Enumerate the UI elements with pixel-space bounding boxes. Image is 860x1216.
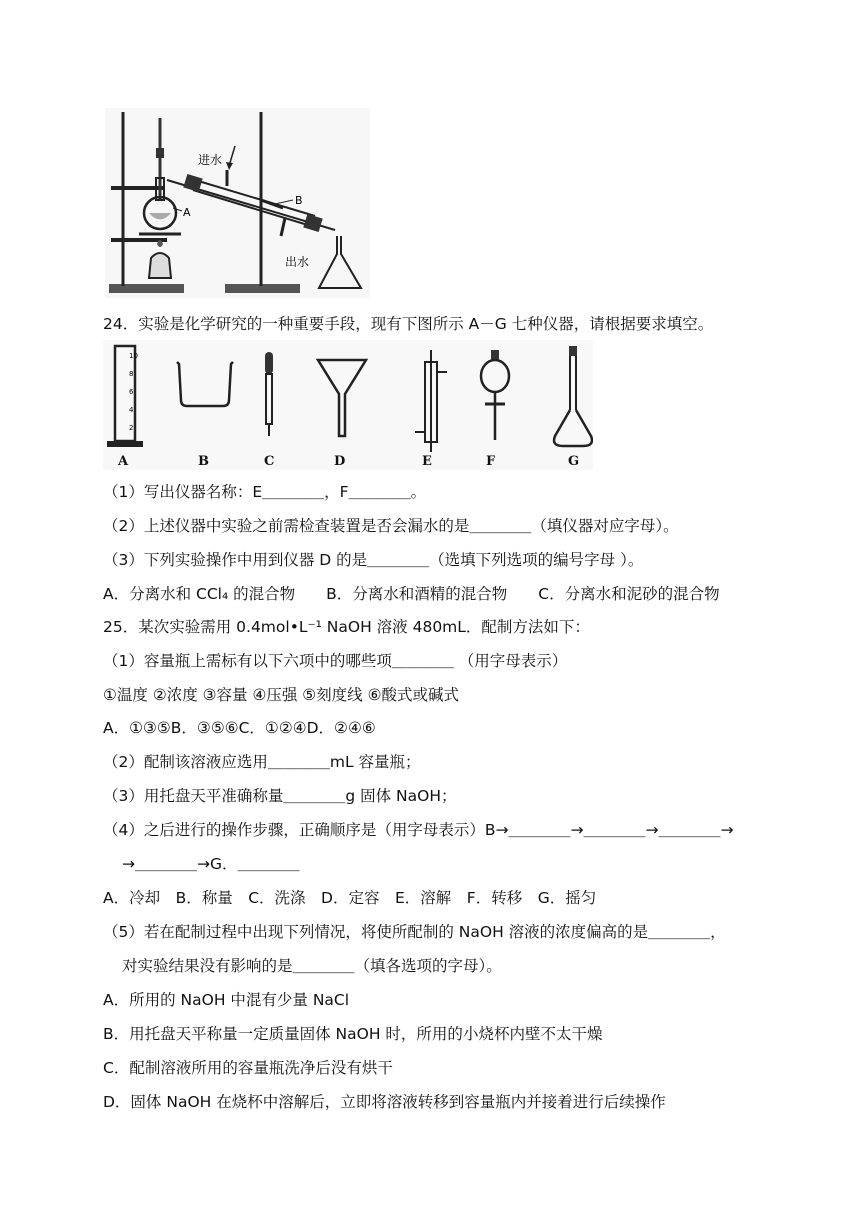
label-b: B bbox=[295, 194, 303, 207]
svg-text:2: 2 bbox=[129, 424, 134, 432]
label-a: A bbox=[183, 206, 191, 219]
q24-part2: （2）上述仪器中实验之前需检查装置是否会漏水的是＿＿＿＿（填仪器对应字母）。 bbox=[103, 517, 679, 535]
q24-part1: （1）写出仪器名称：E＿＿＿＿，F＿＿＿＿。 bbox=[103, 483, 427, 501]
q25-part4-options: A．冷却 B．称量 C．洗涤 D．定容 E．溶解 F．转移 G．摇匀 bbox=[103, 889, 597, 907]
question-24-stem: 24．实验是化学研究的一种重要手段，现有下图所示 A－G 七种仪器，请根据要求填空。 bbox=[103, 315, 714, 333]
distillation-apparatus-figure bbox=[105, 108, 370, 298]
caption-g: G bbox=[568, 454, 580, 469]
q25-part5-option-c: C．配制溶液所用的容量瓶洗净后没有烘干 bbox=[103, 1059, 393, 1077]
q25-part3: （3）用托盘天平准确称量＿＿＿＿g 固体 NaOH； bbox=[103, 787, 457, 805]
q25-part5-option-d: D．固体 NaOH 在烧杯中溶解后，立即将溶液转移到容量瓶内并接着进行后续操作 bbox=[103, 1093, 666, 1111]
q25-part1-options: A．①③⑤B．③⑤⑥C．①②④D．②④⑥ bbox=[103, 719, 376, 737]
q25-part5: （5）若在配制过程中出现下列情况，将使所配制的 NaOH 溶液的浓度偏高的是＿＿＿＿， bbox=[103, 923, 726, 941]
q25-part2: （2）配制该溶液应选用＿＿＿＿mL 容量瓶； bbox=[103, 753, 421, 771]
q24-options: A．分离水和 CCl₄ 的混合物 B．分离水和酒精的混合物 C．分离水和泥砂的混合物 bbox=[103, 585, 720, 603]
q25-part1: （1）容量瓶上需标有以下六项中的哪些项＿＿＿＿ （用字母表示） bbox=[103, 652, 568, 670]
water-out-label: 出水 bbox=[285, 255, 310, 269]
instruments-figure bbox=[103, 340, 593, 470]
question-25-stem: 25．某次实验需用 0.4mol•L⁻¹ NaOH 溶液 480mL．配制方法如下： bbox=[103, 618, 590, 636]
q25-part5-continued: 对实验结果没有影响的是＿＿＿＿（填各选项的字母）。 bbox=[122, 957, 502, 975]
q25-part5-option-b: B．用托盘天平称量一定质量固体 NaOH 时，所用的小烧杯内壁不太干燥 bbox=[103, 1025, 603, 1043]
svg-text:4: 4 bbox=[129, 406, 134, 414]
water-in-label: 进水 bbox=[198, 153, 223, 167]
caption-f: F bbox=[486, 454, 496, 469]
caption-a: A bbox=[118, 454, 129, 469]
svg-text:10: 10 bbox=[129, 352, 138, 360]
caption-c: C bbox=[264, 454, 275, 469]
q25-part4: （4）之后进行的操作步骤，正确顺序是（用字母表示）B→＿＿＿＿→＿＿＿＿→＿＿＿＿→ bbox=[103, 821, 734, 839]
caption-d: D bbox=[334, 454, 346, 469]
q24-part3: （3）下列实验操作中用到仪器 D 的是＿＿＿＿（选填下列选项的编号字母 ）。 bbox=[103, 551, 644, 569]
q25-part4-continued: →＿＿＿＿→G．＿＿＿＿ bbox=[122, 855, 300, 873]
caption-b: B bbox=[198, 454, 209, 469]
svg-text:8: 8 bbox=[129, 370, 134, 378]
caption-e: E bbox=[422, 454, 432, 469]
q25-part1-items: ①温度 ②浓度 ③容量 ④压强 ⑤刻度线 ⑥酸式或碱式 bbox=[103, 686, 460, 704]
q25-part5-option-a: A．所用的 NaOH 中混有少量 NaCl bbox=[103, 991, 350, 1009]
svg-text:6: 6 bbox=[129, 388, 134, 396]
